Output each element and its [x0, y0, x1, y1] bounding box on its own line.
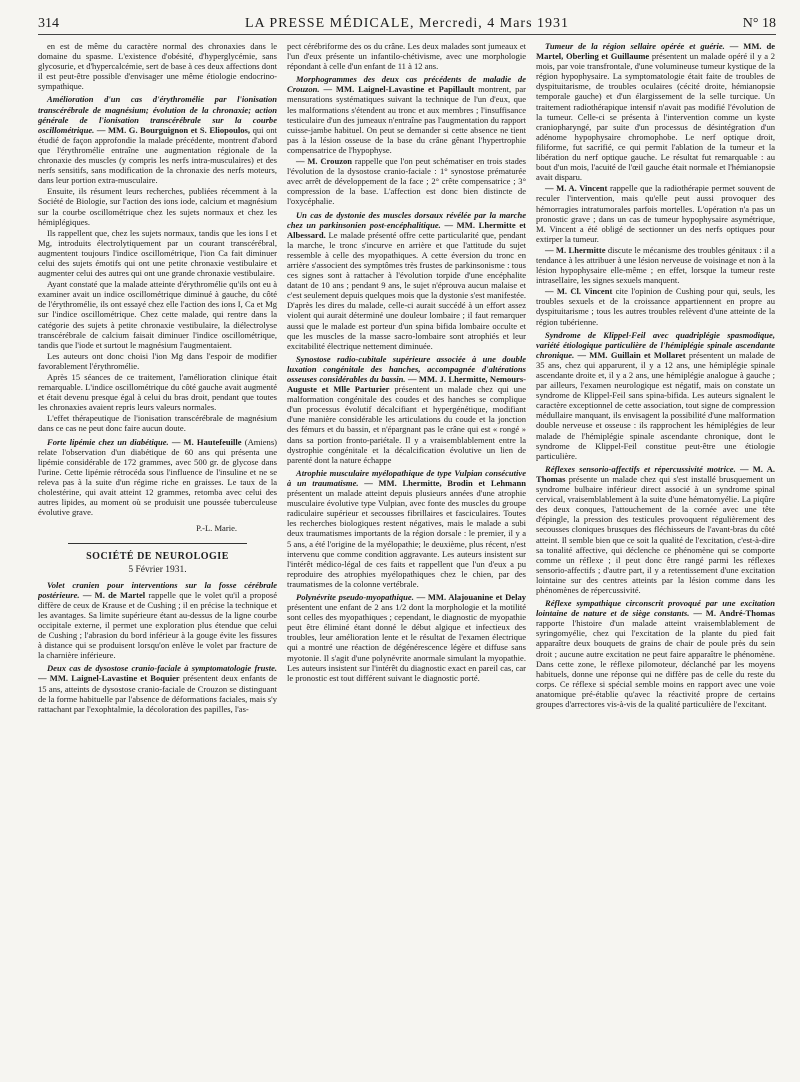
page-header: [38, 14, 776, 35]
article-text: rapporte l'histoire d'un malade atteint vraisemblablement de syringomyélie, chez qui l'excitation de la plante du pied fait apparaître deux bouquets de grains de chair de poule près du sein droit ; aucune autre excitation ne peut faire apparaître le phénomène. Dans cette zone, le réflexe pilomoteur, déclanché par les moyens habituels, donne une réponse qui ne diffère pas de celle du reste du corps. Ce réflexe si spécial semble moins en rapport avec une voie anatomique pré-établie qu'avec la réactivité propre de certains groupes d'arrectores vis-à-vis de la qualité particulière de l'excitant.: [536, 618, 775, 709]
signature: P.-L. Marie.: [196, 523, 237, 534]
discussion-item: [536, 245, 775, 285]
article-item: [536, 41, 775, 182]
article-text: présentent une enfant de 2 ans 1/2 dont la morphologie et la motilité sont celles des myopathiques ; cependant, le diagnostic de myopathie peut être éliminé étant donné le début algique et infectieux des troubles, leur amélioration lente et le résultat de l'examen électrique qui a montré une réaction de dégénérescence légère et diffuse sans myotonie. Il s'agit d'une polynévrite anormale simulant la myopathie. Les auteurs insistent sur l'intérêt du diagnostic exact en pareil cas, car le pronostic est tout différent suivant le diagnostic porté.: [287, 602, 526, 683]
article-text: présentent un malade opéré il y a 2 mois, par voie transfrontale, d'une volumineuse tumeur kystique de la région hypophysaire. La symptomatologie était faite de troubles de dyspituitarisme, de troubles oculaires (cécité droite, hémianopsie temporale gauche) et d'un élargissement de la selle turcique. Un traitement radiothérapique intensif n'avait pas modifié l'évolution de la tumeur. Celle-ci se présenta à l'intervention comme un kyste craniopharyngé, par suite d'un processus de désintégration d'un adénome hypophysaire chromophobe. Le nerf optique droit, filiforme, fut sacrifié, ce qui permit l'ablation de la tumeur et la libération du nerf optique gauche. Le résultat fut remarquable : au bout d'un mois, l'acuité de l'œil gauche était normale et l'hémianopsie avait disparu.: [536, 51, 775, 183]
paragraph: L'effet thérapeutique de l'ionisation transcérébrale de magnésium dans ce cas ne peut donc faire aucun doute.: [38, 413, 277, 434]
article-authors: — M. A. Vincent: [545, 183, 608, 194]
section-date: 5 Février 1931.: [128, 564, 187, 575]
article-authors: — M. Crouzon: [296, 156, 353, 167]
article-title: Forte lipémie chez un diabétique.: [47, 436, 169, 447]
paragraph: Les auteurs ont donc choisi l'ion Mg dans l'espoir de modifier favorablement l'érythromélie.: [38, 350, 277, 371]
article-authors: — MM. Lhermitte et Albessard.: [287, 219, 526, 240]
article-item: [287, 592, 526, 683]
paragraph: Après 15 séances de ce traitement, l'amélioration clinique était remarquable. L'indice oscillométrique du côté gauche avait augmenté et était devenu presque égal à celui du bras droit, pendant que toutes les chronaxies avaient repris leurs valeurs normales.: [38, 372, 277, 413]
article-text: présentent un malade atteint depuis plusieurs années d'une atrophie musculaire évolutive type Vulpian, avec fonte des muscles du groupe radiculaire supérieur et secousses fibrillaires et fasciculaires. Toutes les recherches biologiques restent négatives, mais le malade a subi deux traumatismes importants de la région dorsale : le premier, il y a 5 ans, a été l'origine de la myélopathie; le deuxième, plus récent, n'est intervenu que comme condition aggravante. Les auteurs insistent sur l'intérêt médico-légal de ces faits et rappellent que l'un d'eux a pu reproduire des atrophies myélopathiques chez le chien, par des traumatismes de la colonne vertébrale.: [287, 488, 526, 589]
article-title: Syndrome de Klippel-Feil avec quadriplégie spasmodique, variété étiologique particulière de l'hémiplégie spinale ascendante chronique.: [536, 329, 775, 360]
article-item: [287, 354, 526, 465]
article-authors: — MM. Laignel-Lavastine et Papillault: [323, 84, 475, 95]
article-item: [536, 464, 775, 595]
article-title: Atrophie musculaire myélopathique de type Vulpian consécutive à un traumatisme.: [287, 467, 526, 488]
journal-page: [38, 14, 776, 1064]
article-item: [287, 74, 526, 155]
article-text: discute le mécanisme des troubles génitaux : il a tendance à les attribuer à une lésion nerveuse de voisinage et non à la lésion hypophysaire elle-même ; en effet, lorsque la tumeur reste intraselIaire, les signes sexuels manquent.: [536, 244, 775, 286]
article-title: Synostose radio-cubitale supérieure associée à une double luxation congénitale des hanches, accompagnée d'altérations osseuses considérables du bassin.: [287, 353, 526, 384]
article-item: [536, 330, 775, 461]
article-title: Polynévrite pseudo-myopathique.: [296, 591, 414, 602]
article-text: qui ont étudié de façon approfondie la malade précédente, montrent d'abord que l'érythromélie entraîne une augmentation régionale de la chronaxie des muscles (y compris les nerfs intra-musculaires) et des nerfs sensitifs, sans modification de la chronaxie des nerfs moteurs, dans leur portion extra-musculaire.: [38, 124, 277, 186]
article-authors: — M. Cl. Vincent: [545, 286, 613, 297]
article-authors: — M. A. Thomas: [536, 463, 775, 484]
article-authors: — MM. de Martel, Oberling et Guillaume: [536, 41, 775, 62]
article-item: [287, 210, 526, 351]
article-item: [536, 598, 775, 709]
discussion-item: [287, 156, 526, 206]
paragraph: Ayant constaté que la malade atteinte d'érythromélie qu'ils ont eu à examiner avait un indice oscillométrique diminué à gauche, du côté de l'érythromélie, ils ont essayé chez elle l'action des ions I, Ca et Mg sur l'indice oscillométrique. Chez cette malade, qui rentre dans la catégorie des sujets à petite chronaxie vestibulaire, la diélectrolyse transcérébrale de calcium faisait diminuer l'indice oscillométrique, tandis que l'iode et surtout le magnésium l'augmentaient.: [38, 279, 277, 350]
section-heading: SOCIÉTÉ DE NEUROLOGIE: [68, 543, 247, 562]
article-title: Tumeur de la région sellaire opérée et guérie.: [545, 41, 725, 51]
article-authors: — MM. G. Bourguignon et S. Eliopoulos,: [96, 124, 251, 135]
article-item: [38, 437, 277, 518]
paragraph: pect cérébriforme des os du crâne. Les deux malades sont jumeaux et l'un d'eux présente un infantilo-chétivisme, avec une morphologie répondant à celle d'un enfant de 11 à 12 ans.: [287, 41, 526, 72]
article-title: Réflexes sensorio-affectifs et répercussivité motrice.: [545, 463, 736, 474]
article-authors: — MM. Guillain et Mollaret: [577, 349, 686, 360]
article-columns: [38, 41, 776, 1061]
article-text: Le malade présenté offre cette particularité que, pendant la marche, le tronc s'incurve en arrière et que l'attitude du sujet ressemble à celle des myopathiques. A cette éversion du tronc en arrière s'associent des symptômes très frustes de parkinsonisme : tous ces signes sont à rattacher à l'évolution torpide d'une encéphalite datant de 10 ans ; pendant 9 ans, le sujet n'éprouva aucun malaise et c'est seulement depuis quelques mois que la dystonie s'est manifestée. D'après les dires du malade, celle-ci aurait succédé à un effort assez violent qui aurait déterminé une douleur lombaire ; il faut remarquer aussi que le malade est porteur d'un spina bifida lombaire occulte et que les muscles de la masse sacro-lombaire sont atrophiés et leur excitabilité électrique nettement diminuée.: [287, 229, 526, 351]
page-number: 314: [38, 16, 59, 31]
article-title: Morphogrammes des deux cas précédents de maladie de Crouzon.: [287, 74, 526, 95]
article-item: [38, 94, 277, 185]
article-text: présentent un malade de 35 ans, chez qui apparurent, il y a 12 ans, une hémiplégie spinale ascendante droite et, il y a 2 ans, une hémiplégie analogue à gauche ; par ailleurs, l'examen neurologique est négatif, mais on constate un syndrome de Klippel-Feil sans spina-bifida. Les auteurs signalent le caractère exceptionnel de cette association, tout signe de compression médullaire manquant, ils envisagent la possibilité d'une malformation double nerveuse et osseuse : ils rapprochent les hémiplégies de leur malade de l'hémiplégie spinale ascendante chronique, dont le syndrome de Klippel-Feil constitue peut-être une étiologie particulière.: [536, 349, 775, 461]
discussion-item: [536, 183, 775, 244]
paragraph: Ensuite, ils résument leurs recherches, publiées récemment à la Société de Biologie, sur l'action des ions iode, calcium et magnésium sur la courbe oscillométrique chez les sujets normaux et chez les hémiplégiques.: [38, 186, 277, 227]
journal-title: LA PRESSE MÉDICALE, Mercredi, 4 Mars 1931: [244, 16, 570, 31]
article-text: (Amiens) relate l'observation d'un diabétique de 60 ans qui présenta une lipémie considérable de 172 grammes, avec 500 gr. de glycose dans l'urine. Cette lipémie rétrocéda sous l'influence de l'insuline et ne se releva pas à la suite d'un régime riche en graisses. Le taux de la cholestérine, qui avait atteint 12 grammes, retomba avec celui des autres lipides, au moment où se produisit une poussée tuberculeuse évolutive grave.: [38, 436, 277, 518]
discussion-item: [536, 286, 775, 326]
paragraph: Ils rappellent que, chez les sujets normaux, tandis que les ions I et Mg, introduits électrolytiquement par un courant transcérébral, augmentent toujours l'indice oscillométrique, l'ion Ca fait diminuer celui des sujets émotifs qui ont une petite chronaxie vestibulaire et augmenter celui des autres qui ont une grande chronaxie vestibulaire.: [38, 227, 277, 279]
article-authors: — MM. Alajouanine et Delay: [416, 591, 526, 602]
article-text: présentent un malade chez qui une malformation congénitale des coudes et des hanches se complique d'un processus évolutif décalcifiant et hypergénétique, modifiant d'une manière considérable les articulations du coude et la jonction des fémurs et du bassin, et n'épargnant pas le crâne qui est « rongé » dans sa portion fronto-pariétale. Il y a vraisemblablement entre la dystrophie congénitale et la décalcification évolutive un lien de parenté dont la nature échappe: [287, 384, 526, 465]
article-authors: — MM. J. Lhermitte, Nemours-Auguste et Mlle Parturier: [287, 374, 526, 395]
article-item: [38, 663, 277, 713]
article-authors: — MM. Lhermitte, Brodin et Lehmann: [364, 477, 526, 488]
column-left: [38, 41, 277, 1061]
article-title: Réflexe sympathique circonscrit provoqué par une excitation lointaine de nature et de siège constants.: [536, 598, 775, 619]
article-item: [38, 580, 277, 661]
article-authors: — M. André-Thomas: [693, 608, 775, 619]
article-text: rappelle que la radiothérapie permet souvent de reculer l'intervention, mais qu'elle peut aussi provoquer des hémorragies intratumorales parfois mortelles. L'opération n'a pas un pronostic grave ; dans un cas de tumeur hypophysaire asymétrique, M. Vincent a été obligé de sectionner un des nerfs optiques pour extirper la tumeur.: [536, 183, 775, 244]
article-text: rappelle que le volet qu'il a proposé diffère de ceux de Krause et de Cushing ; il en précise la technique et les avantages. Sa limite supérieure étant au-dessus de la ligne courbe occipitale externe, il permet une exploration plus étendue que celui de Cushing ; l'abrasion du bord inférieur à la gouge évite les fissures à distance qui se produisent lorsqu'on enlève le volet par fracture de la charnière inférieure.: [38, 589, 277, 661]
article-title: Volet cranien pour interventions sur la fosse cérébrale postérieure.: [38, 579, 277, 600]
article-authors: — MM. Laignel-Lavastine et Boquier: [38, 673, 180, 684]
issue-number: N° 18: [742, 16, 776, 31]
column-middle: [287, 41, 526, 1061]
article-authors: — M. Hautefeuille: [171, 436, 242, 447]
article-authors: — M. Lhermitte: [545, 244, 606, 255]
article-text: montrent, par mensurations systématiques suivant la technique de l'un d'eux, que les malformations s'étendent au tronc et aux membres ; l'insuffisance testiculaire d'un des jumeaux n'entraîne pas l'augmentation du rapport cuisse-jambe habituel. On peut se demander si cette absence ne tient pas à la lésion osseuse de la base du crâne gênant l'hypertrophie compensatrice de l'hypophyse.: [287, 84, 526, 155]
column-right: [536, 41, 775, 1061]
article-text: présente un malade chez qui s'est installé brusquement un syndrome bulbaire inférieur direct associé à un syndrome spinal cervical, vraisemblablement à la suite d'une hématomyélie. La piqûre des deux conques, l'attouchement de la cornée avec une tête d'épingle, la pression des testicules provoquent régulièrement des secousses cloniques brusques des fléchisseurs de l'avant-bras du côté atteint. Il semble bien que ce soit la qualité de l'excitation, c'est-à-dire sa tonalité affective, qui déclenche ce phénomène qui se comporte comme un réflexe ; il peut donc être rangé parmi les réflexes sensorio-affectifs ; d'autre part, il y a retentissement d'une excitation lointaine sur des centres atteints par la lésion comme dans les phénomènes de répercussivité.: [536, 473, 775, 595]
article-text: présentent deux enfants de 15 ans, atteints de dysostose cranio-faciale de Crouzon se distinguant de la forme habituelle par l'absence de déformations faciales, mais s'y rattachant par l'exophtalmie, la décoloration des papilles, l'as-: [38, 673, 277, 714]
article-title: Deux cas de dysostose cranio-faciale à symptomatologie fruste.: [47, 663, 277, 674]
paragraph: en est de même du caractère normal des chronaxies dans le domaine du spasme. L'existence d'obésité, d'hyperglycémie, sans glycosurie, et d'hypercalcémie, sert de base à ces deux affections dont il est peut-être possible d'envisager une même étiologie endocrino-sympathique.: [38, 41, 277, 92]
article-authors: — M. de Martel: [82, 589, 146, 600]
article-text: rappelle que l'on peut schématiser en trois stades l'évolution de la dysostose cranio-faciale : 1° synostose prématurée avec arrêt de développement de la face ; 2° crête compensatrice ; 3° compression de la base. L'affection est donc bien distincte de l'oxycéphalie.: [287, 156, 526, 207]
article-title: Un cas de dystonie des muscles dorsaux révélée par la marche chez un parkinsonien post-encéphalitique.: [287, 209, 526, 230]
article-text: cite l'opinion de Cushing pour qui, seuls, les troubles sexuels et de la croissance appartiennent en propre au dyspituitarisme ; tous les autres troubles relèvent d'une atteinte de la région tubérienne.: [536, 286, 775, 327]
article-item: [287, 468, 526, 589]
article-title: Amélioration d'un cas d'érythromélie par l'ionisation transcérébrale de magnésium; évolution de la chronaxie; action générale de l'ionisation transcérébrale sur la courbe oscillométrique.: [38, 94, 277, 135]
